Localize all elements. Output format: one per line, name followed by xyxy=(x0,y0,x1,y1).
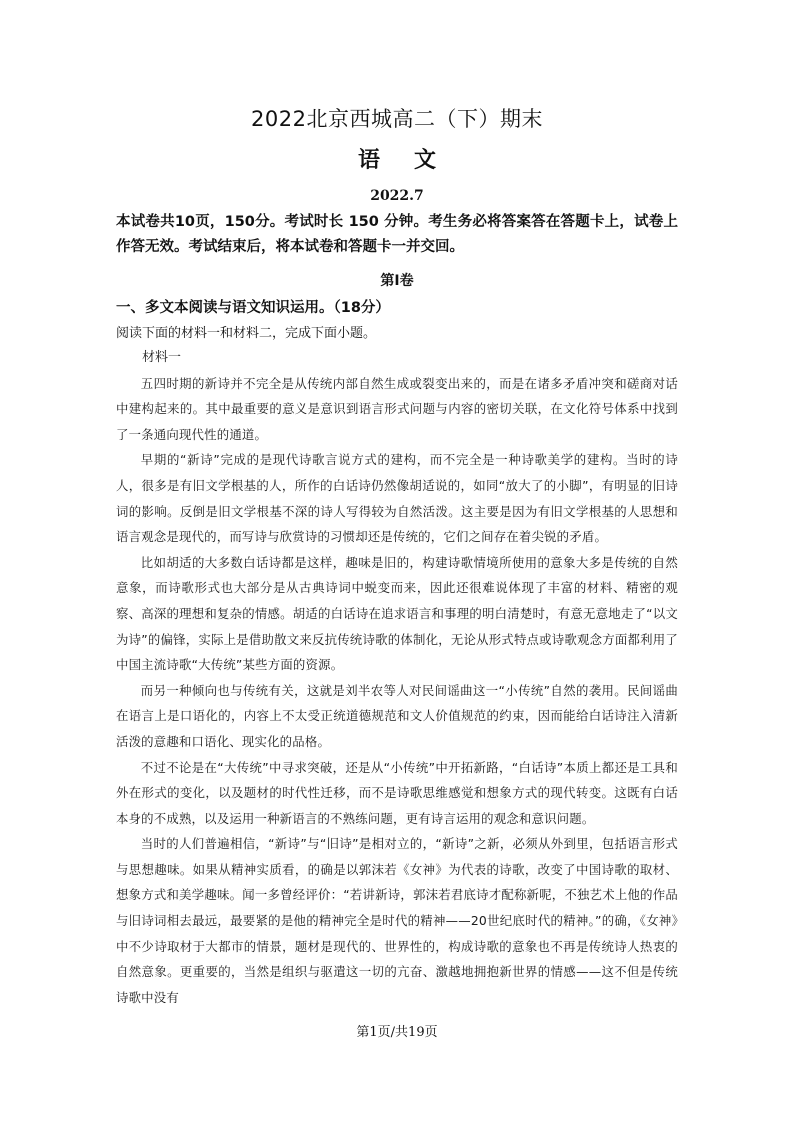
section-heading: 一、多文本阅读与语文知识运用。（18分） xyxy=(116,300,390,316)
exam-notice: 本试卷共10页，150分。考试时长 150 分钟。考生务必将答案答在答题卡上，试卷上作答无效。考试结束后，将本试卷和答题卡一并交回。 xyxy=(116,214,678,255)
volume-heading: 第Ⅰ卷 xyxy=(380,273,414,289)
subject-title: 语文 xyxy=(357,148,470,173)
section-instruction: 阅读下面的材料一和材料二，完成下面小题。 xyxy=(116,326,377,341)
paragraph: 早期的“新诗”完成的是现代诗歌言说方式的建构，而不完全是一种诗歌美学的建构。当时的诗人，很多是有旧文学根基的人，所作的白话诗仍然像胡适说的，如同“放大了的小脚”，有明显的旧诗词的影响。反倒是旧文学根基不深的诗人写得较为自然活泼。这主要是因为有旧文学根基的人思想和语言观念是现代的，而写诗与欣赏诗的习惯却还是传统的，它们之间存在着尖锐的矛盾。 xyxy=(116,452,678,545)
exam-date: 2022.7 xyxy=(370,188,424,204)
material-label: 材料一 xyxy=(142,350,182,365)
paragraph: 比如胡适的大多数白话诗都是这样，趣味是旧的，构建诗歌情境所使用的意象大多是传统的自然意象，而诗歌形式也大部分是从古典诗词中蜕变而来，因此还很难说体现了丰富的材料、精密的观察、高深的理想和复杂的情感。胡适的白话诗在追求语言和事理的明白清楚时，有意无意地走了“以文为诗”的偏锋，实际上是借助散文来反抗传统诗歌的体制化，无论从形式特点或诗歌观念方面都利用了中国主流诗歌“大传统”某些方面的资源。 xyxy=(116,554,678,673)
page-number-footer: 第1页/共19页 xyxy=(356,1025,438,1040)
paragraph: 五四时期的新诗并不完全是从传统内部自然生成或裂变出来的，而是在诸多矛盾冲突和磋商对话中建构起来的。其中最重要的意义是意识到语言形式问题与内容的密切关联，在文化符号体系中找到了一条通向现代性的通道。 xyxy=(116,375,678,442)
material-one-body xyxy=(116,345,678,1010)
paragraph: 不过不论是在“大传统”中寻求突破，还是从“小传统”中开拓新路，“白话诗”本质上都还是工具和外在形式的变化，以及题材的时代性迁移，而不是诗歌思维感觉和想象方式的现代转变。这既有白话本身的不成熟，以及运用一种新语言的不熟练问题，更有诗言运用的观念和意识问题。 xyxy=(116,759,678,826)
exam-title: 2022北京西城高二（下）期末 xyxy=(251,107,543,131)
paragraph: 当时的人们普遍相信，“新诗”与“旧诗”是相对立的，“新诗”之新，必须从外到里，包括语言形式与思想趣味。如果从精神实质看，的确是以郭沫若《女神》为代表的诗歌，改变了中国诗歌的取材、想象方式和美学趣味。闻一多曾经评价：“若讲新诗，郭沫若君底诗才配称新呢，不独艺术上他的作品与旧诗词相去最远，最要紧的是他的精神完全是时代的精神——20世纪底时代的精神。”的确，《女神》中不少诗取材于大都市的情景，题材是现代的、世界性的，构成诗歌的意象也不再是传统诗人热衷的自然意象。更重要的，当然是组织与驱遣这一切的亢奋、激越地拥抱新世界的情感——这不但是传统诗歌中没有 xyxy=(116,836,678,1005)
paragraph: 而另一种倾向也与传统有关，这就是刘半农等人对民间谣曲这一“小传统”自然的袭用。民间谣曲在语言上是口语化的，内容上不太受正统道德规范和文人价值规范的约束，因而能给白话诗注入清新活泼的意趣和口语化、现实化的品格。 xyxy=(116,682,678,749)
